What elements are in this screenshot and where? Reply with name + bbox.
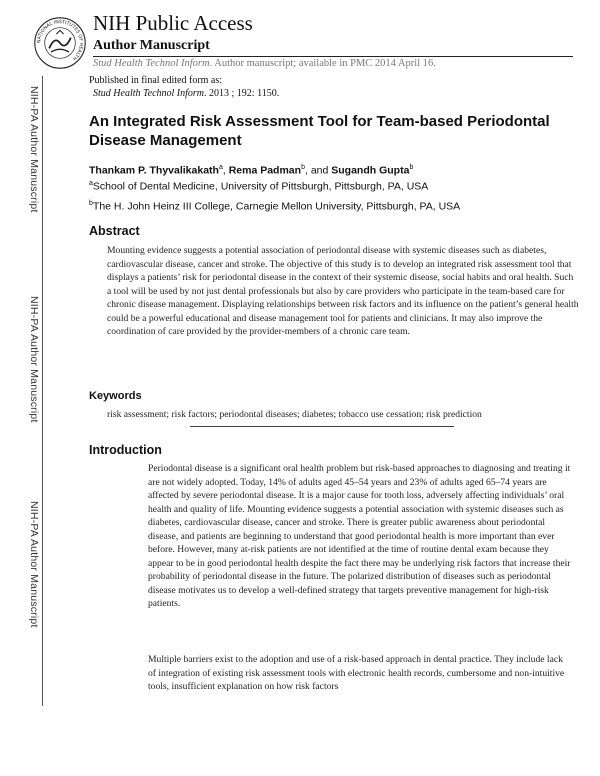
citation-details: . 2013 ; 192: 1150.: [204, 88, 280, 99]
affiliation: [89, 200, 460, 213]
author-name: Sugandh Gupta: [331, 164, 410, 177]
published-label: Published in final edited form as:: [89, 75, 223, 86]
author-affiliation-mark: b: [301, 164, 305, 171]
publication-info: [89, 74, 279, 100]
introduction-heading: Introduction: [89, 443, 162, 457]
svg-text:NATIONAL INSTITUTES OF HEALTH: NATIONAL INSTITUTES OF HEALTH: [37, 20, 83, 61]
author-separator: ,: [222, 164, 229, 177]
header-subtitle: Author Manuscript: [93, 38, 210, 53]
affiliation-text: The H. John Heinz III College, Carnegie Mellon University, Pittsburgh, PA, USA: [92, 200, 461, 213]
watermark-label: NIH-PA Author Manuscript: [28, 296, 40, 423]
availability-text: . Author manuscript; available in PMC 2014 April 16.: [209, 58, 436, 69]
keywords-divider: [190, 426, 454, 427]
watermark-label: NIH-PA Author Manuscript: [28, 86, 40, 213]
affiliation-mark: a: [89, 180, 93, 187]
side-strip: [18, 76, 43, 706]
author-affiliation-mark: a: [218, 164, 223, 171]
keywords-heading: Keywords: [89, 390, 142, 402]
author-separator: , and: [304, 164, 332, 177]
introduction-paragraph: Multiple barriers exist to the adoption and use of a risk-based approach in dental practice. They include lack of integration of existing risk assessment tools with electronic health records, cumbersome and non-intuitive tools, insufficient explanation on how risk factors: [148, 654, 565, 692]
header-divider: [93, 56, 573, 57]
abstract-text: Mounting evidence suggests a potential association of periodontal disease with systemic diseases such as diabetes, cardiovascular disease, cancer and stroke. The objective of this study is to develop an integrated risk assessment tool that displays a patients’ risk for periodontal disease in the context of their systemic disease, social habits and oral health. Such a tool will be used by not just dental professionals but also by care providers who participate in the team-based care for chronic disease management. Displaying relationships between risk factors and its influence on the patient’s general health could be a powerful educational and disease management tool for patients and clinicians. It may also improve the coordination of care provided by the provider-members of a chronic care team.: [107, 245, 579, 337]
abstract-heading: Abstract: [89, 224, 140, 238]
author-name: Thankam P. Thyvalikakath: [89, 164, 219, 177]
nih-seal-logo: [33, 16, 87, 70]
citation-journal: Stud Health Technol Inform: [93, 88, 205, 99]
keywords-text: risk assessment; risk factors; periodontal diseases; diabetes; tobacco use cessation; risk prediction: [107, 409, 482, 420]
availability-line: [93, 58, 436, 69]
citation: [89, 87, 279, 100]
watermark-label: NIH-PA Author Manuscript: [28, 501, 40, 628]
article-title: An Integrated Risk Assessment Tool for Team-based Periodontal Disease Management: [89, 113, 550, 149]
availability-journal: Stud Health Technol Inform: [93, 58, 210, 69]
affiliation-mark: b: [89, 200, 93, 207]
introduction-paragraph: Periodontal disease is a significant oral health problem but risk-based approaches to diagnosing and treating it are not widely adopted. Today, 14% of adults aged 45–54 years and 23% of adults aged 65–74 years are affected by severe periodontal disease. It is a major cause for tooth loss, adversely affecting individuals’ oral health and quality of life. Mounting evidence suggests a potential association with systemic diseases such as diabetes, cardiovascular disease, cancer and stroke. There is greater public awareness about periodontal disease, and patients are beginning to understand that good periodontal health is more important than ever before. However, many at-risk patients are not identified at the time of routine dental exam because they appear to be in good periodontal health despite the fact there may be underlying risk factors that increase their probability of periodontal disease in the future. The polarized distribution of diseases such as periodontal disease motivates us to develop a well-defined strategy that targets preventive management for high-risk patients.: [148, 463, 571, 609]
affiliation-text: School of Dental Medicine, University of Pittsburgh, Pittsburgh, PA, USA: [92, 180, 429, 193]
author-name: Rema Padman: [228, 164, 302, 177]
affiliation: [89, 180, 428, 193]
header-title: NIH Public Access: [93, 11, 253, 35]
author-affiliation-mark: b: [409, 164, 414, 171]
author-list: [89, 164, 413, 177]
